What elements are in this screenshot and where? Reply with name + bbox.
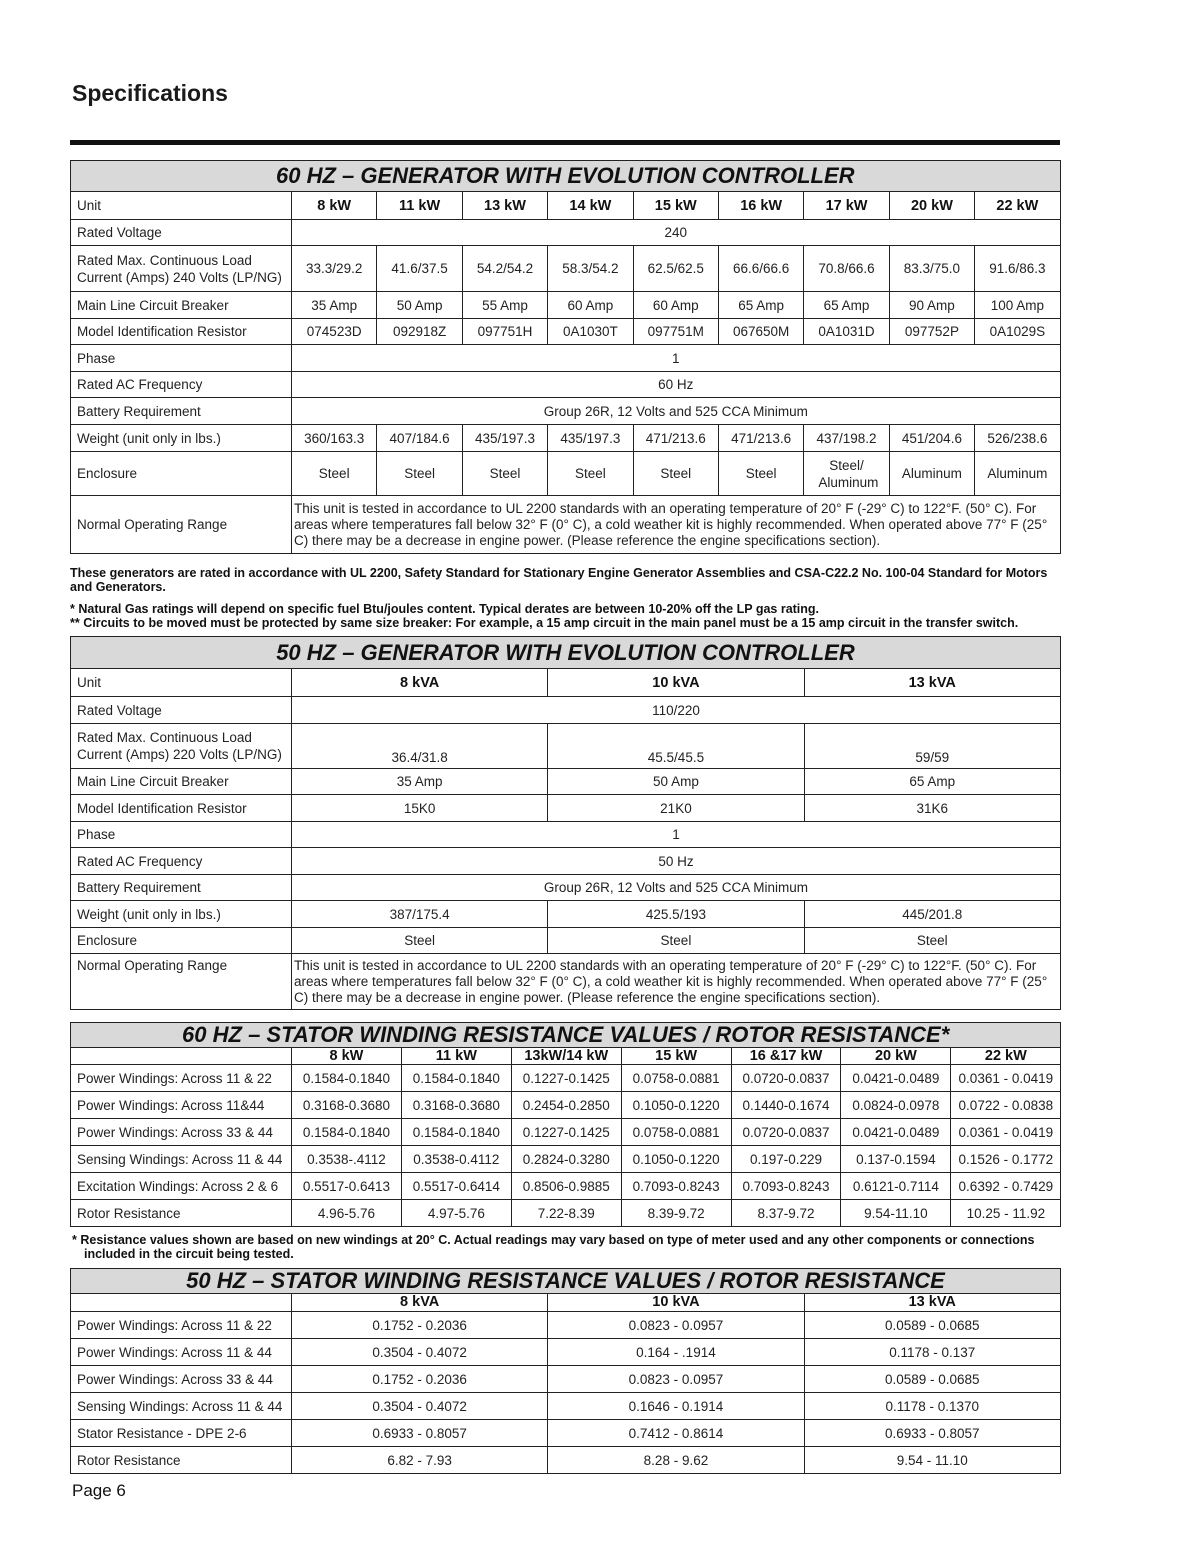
- row-label: [71, 1294, 292, 1312]
- table-cell: 0.0421-0.0489: [841, 1119, 951, 1146]
- table-cell: 0.0720-0.0837: [731, 1065, 841, 1092]
- table-cell: 407/184.6: [377, 425, 462, 452]
- row-label: Unit: [71, 192, 292, 220]
- table-cell: Steel: [377, 452, 462, 496]
- table-cell: Steel: [462, 452, 547, 496]
- table-cell: 90 Amp: [889, 292, 974, 319]
- table-cell: 65 Amp: [718, 292, 803, 319]
- row-label: Power Windings: Across 11 & 22: [71, 1065, 292, 1092]
- table-cell: 092918Z: [377, 319, 462, 345]
- row-label: Model Identification Resistor: [71, 319, 292, 345]
- table-cell: Group 26R, 12 Volts and 525 CCA Minimum: [292, 875, 1061, 901]
- row-label: Rotor Resistance: [71, 1447, 292, 1474]
- table-cell: 15K0: [292, 795, 548, 822]
- table-row-rated-current: [71, 246, 1061, 292]
- unit-header: 13 kW: [462, 192, 547, 220]
- table-cell: Steel: [718, 452, 803, 496]
- row-label: Main Line Circuit Breaker: [71, 769, 292, 795]
- table-cell: 7.22-8.39: [511, 1200, 621, 1227]
- table-row: [71, 1065, 1061, 1092]
- row-label: Main Line Circuit Breaker: [71, 292, 292, 319]
- row-label: Rated Max. Continuous Load Current (Amps) 220 Volts (LP/NG): [71, 724, 292, 769]
- table-row-operating-range: [71, 496, 1061, 554]
- table-cell: 0.6933 - 0.8057: [804, 1420, 1060, 1447]
- table-cell: Steel: [292, 452, 377, 496]
- table-cell: 1: [292, 822, 1061, 848]
- row-label: Sensing Windings: Across 11 & 44: [71, 1393, 292, 1420]
- table-cell: 36.4/31.8: [292, 724, 548, 769]
- table-cell: 0.0824-0.0978: [841, 1092, 951, 1119]
- table-cell: 70.8/66.6: [804, 246, 889, 292]
- table-cell: 0.1440-0.1674: [731, 1092, 841, 1119]
- row-label: Power Windings: Across 11&44: [71, 1092, 292, 1119]
- table-cell: 0.2824-0.3280: [511, 1146, 621, 1173]
- table-cell: 0.1584-0.1840: [401, 1065, 511, 1092]
- table-cell: 45.5/45.5: [548, 724, 804, 769]
- unit-header: 22 kW: [951, 1048, 1061, 1065]
- row-label: Sensing Windings: Across 11 & 44: [71, 1146, 292, 1173]
- table-row: [71, 1173, 1061, 1200]
- table-row-weight: [71, 425, 1061, 452]
- unit-header: 14 kW: [548, 192, 633, 220]
- unit-header: 8 kVA: [292, 669, 548, 697]
- table-cell: Steel: [548, 452, 633, 496]
- table-cell: 0.3168-0.3680: [401, 1092, 511, 1119]
- unit-header: 16 kW: [718, 192, 803, 220]
- unit-header: 13kW/14 kW: [511, 1048, 621, 1065]
- table-cell: 435/197.3: [548, 425, 633, 452]
- table-cell: This unit is tested in accordance to UL 2200 standards with an operating temperature of 20° F (-29° C) to 122°F. (50° C). For areas where temperatures fall below 32° F (0° C), a cold weather kit is highly recommended. When operated above 77° F (25° C) there may be a decrease in engine power. (Please reference the engine specifications section).: [292, 954, 1061, 1010]
- table-cell: 0.1584-0.1840: [292, 1065, 402, 1092]
- table-cell: 0.0361 - 0.0419: [951, 1065, 1061, 1092]
- unit-header: 15 kW: [633, 192, 718, 220]
- row-label: Power Windings: Across 11 & 22: [71, 1312, 292, 1339]
- row-label: Battery Requirement: [71, 875, 292, 901]
- table-cell: 0.5517-0.6413: [292, 1173, 402, 1200]
- unit-header: 15 kW: [621, 1048, 731, 1065]
- table-row-resistor: [71, 319, 1061, 345]
- table-row-rated-voltage: [71, 220, 1061, 246]
- table-cell: 0.1526 - 0.1772: [951, 1146, 1061, 1173]
- table-cell: 0.1584-0.1840: [292, 1119, 402, 1146]
- row-label: [71, 1048, 292, 1065]
- table-cell: 0.5517-0.6414: [401, 1173, 511, 1200]
- table-row-unit: [71, 669, 1061, 697]
- row-label: Power Windings: Across 33 & 44: [71, 1119, 292, 1146]
- unit-header: 17 kW: [804, 192, 889, 220]
- unit-header: 8 kW: [292, 192, 377, 220]
- table-cell: 360/163.3: [292, 425, 377, 452]
- table-cell: 9.54-11.10: [841, 1200, 951, 1227]
- unit-header: 20 kW: [889, 192, 974, 220]
- table-cell: 0.6933 - 0.8057: [292, 1420, 548, 1447]
- table-cell: 425.5/193: [548, 901, 804, 928]
- table-cell: 0.7412 - 0.8614: [548, 1420, 804, 1447]
- table-row-phase: [71, 822, 1061, 848]
- table-cell: 91.6/86.3: [975, 246, 1060, 292]
- table-row: [71, 1312, 1061, 1339]
- table-cell: 0.6392 - 0.7429: [951, 1173, 1061, 1200]
- table-row: [71, 1119, 1061, 1146]
- table-row-breaker: [71, 769, 1061, 795]
- table-cell: 0.3504 - 0.4072: [292, 1393, 548, 1420]
- unit-header: 8 kW: [292, 1048, 402, 1065]
- row-label: Model Identification Resistor: [71, 795, 292, 822]
- row-label: Power Windings: Across 11 & 44: [71, 1339, 292, 1366]
- table-cell: Steel: [804, 928, 1060, 954]
- row-label: Rated AC Frequency: [71, 372, 292, 398]
- table-cell: 0.1752 - 0.2036: [292, 1366, 548, 1393]
- table-cell: 65 Amp: [804, 769, 1060, 795]
- table-cell: 0.3168-0.3680: [292, 1092, 402, 1119]
- table-cell: 0.6121-0.7114: [841, 1173, 951, 1200]
- table-cell: 83.3/75.0: [889, 246, 974, 292]
- row-label: Battery Requirement: [71, 398, 292, 425]
- row-label: Weight (unit only in lbs.): [71, 901, 292, 928]
- table-row: [71, 1366, 1061, 1393]
- table-cell: 471/213.6: [718, 425, 803, 452]
- table-cell: Aluminum: [975, 452, 1060, 496]
- page-number: Page 6: [72, 1481, 126, 1500]
- table-cell: Aluminum: [889, 452, 974, 496]
- table-cell: 0.0722 - 0.0838: [951, 1092, 1061, 1119]
- table-cell: Steel: [633, 452, 718, 496]
- table-row: [71, 1146, 1061, 1173]
- table-row-operating-range: [71, 954, 1061, 1010]
- unit-header: 13 kVA: [804, 1294, 1060, 1312]
- table-cell: 445/201.8: [804, 901, 1060, 928]
- unit-header: 20 kW: [841, 1048, 951, 1065]
- table-cell: 0.7093-0.8243: [621, 1173, 731, 1200]
- table-cell: 0.137-0.1594: [841, 1146, 951, 1173]
- table-cell: This unit is tested in accordance to UL 2200 standards with an operating temperature of 20° F (-29° C) to 122°F. (50° C). For areas where temperatures fall below 32° F (0° C), a cold weather kit is highly recommended. When operated above 77° F (25° C) there may be a decrease in engine power. (Please reference the engine specifications section).: [292, 496, 1061, 554]
- table-row-frequency: [71, 848, 1061, 875]
- table-cell: 0A1029S: [975, 319, 1060, 345]
- table-cell: 54.2/54.2: [462, 246, 547, 292]
- row-label: Stator Resistance - DPE 2-6: [71, 1420, 292, 1447]
- rating-note: These generators are rated in accordance with UL 2200, Safety Standard for Stationary Engine Generator Assemblies and CSA-C22.2 No. 100-04 Standard for Motors and Generators.: [70, 566, 1048, 594]
- row-label: Rotor Resistance: [71, 1200, 292, 1227]
- table-cell: 0.7093-0.8243: [731, 1173, 841, 1200]
- table-cell: 8.28 - 9.62: [548, 1447, 804, 1474]
- table-cell: 0.0589 - 0.0685: [804, 1312, 1060, 1339]
- table-cell: Group 26R, 12 Volts and 525 CCA Minimum: [292, 398, 1061, 425]
- row-label: Enclosure: [71, 452, 292, 496]
- table-cell: 0.1227-0.1425: [511, 1065, 621, 1092]
- table-cell: 240: [292, 220, 1061, 246]
- row-label: Normal Operating Range: [71, 954, 292, 1010]
- unit-header: 8 kVA: [292, 1294, 548, 1312]
- table-cell: 0.3538-.4112: [292, 1146, 402, 1173]
- table-cell: 21K0: [548, 795, 804, 822]
- spec-table-60hz: [70, 160, 1061, 554]
- table-row-frequency: [71, 372, 1061, 398]
- table-cell: 0.1227-0.1425: [511, 1119, 621, 1146]
- table-cell: 59/59: [804, 724, 1060, 769]
- table-cell: 33.3/29.2: [292, 246, 377, 292]
- table-cell: 60 Amp: [633, 292, 718, 319]
- table-cell: 0.0823 - 0.0957: [548, 1366, 804, 1393]
- table-cell: 8.37-9.72: [731, 1200, 841, 1227]
- table-cell: 4.97-5.76: [401, 1200, 511, 1227]
- table-row-phase: [71, 345, 1061, 372]
- spec-table-50hz: [70, 636, 1061, 1010]
- row-label: Enclosure: [71, 928, 292, 954]
- table-row-unit: [71, 1048, 1061, 1065]
- table-cell: 0.197-0.229: [731, 1146, 841, 1173]
- table-cell: 0.164 - .1914: [548, 1339, 804, 1366]
- row-label: Excitation Windings: Across 2 & 6: [71, 1173, 292, 1200]
- table-cell: 35 Amp: [292, 769, 548, 795]
- table-cell: 0.1646 - 0.1914: [548, 1393, 804, 1420]
- unit-header: 22 kW: [975, 192, 1060, 220]
- table-row: [71, 1092, 1061, 1119]
- table-title: 60 HZ – STATOR WINDING RESISTANCE VALUES / ROTOR RESISTANCE*: [71, 1023, 1061, 1048]
- unit-header: 13 kVA: [804, 669, 1060, 697]
- table-cell: 60 Amp: [548, 292, 633, 319]
- table-cell: 66.6/66.6: [718, 246, 803, 292]
- table-cell: 0.8506-0.9885: [511, 1173, 621, 1200]
- table-title: 50 HZ – GENERATOR WITH EVOLUTION CONTROLLER: [71, 637, 1061, 669]
- table-cell: 0.3538-0.4112: [401, 1146, 511, 1173]
- row-label: Normal Operating Range: [71, 496, 292, 554]
- unit-header: 10 kVA: [548, 1294, 804, 1312]
- table-cell: 4.96-5.76: [292, 1200, 402, 1227]
- table-cell: 0A1031D: [804, 319, 889, 345]
- table-cell: 0.1050-0.1220: [621, 1092, 731, 1119]
- table-row-weight: [71, 901, 1061, 928]
- row-label: Phase: [71, 822, 292, 848]
- table-cell: 0.1178 - 0.137: [804, 1339, 1060, 1366]
- table-cell: 097751M: [633, 319, 718, 345]
- natural-gas-note: * Natural Gas ratings will depend on specific fuel Btu/joules content. Typical derates are between 10-20% off the LP gas rating.: [70, 602, 820, 616]
- table-cell: 0.0720-0.0837: [731, 1119, 841, 1146]
- table-cell: 0.2454-0.2850: [511, 1092, 621, 1119]
- table-cell: Steel: [548, 928, 804, 954]
- table-row-battery: [71, 398, 1061, 425]
- table-cell: 55 Amp: [462, 292, 547, 319]
- table-row: [71, 1420, 1061, 1447]
- table-cell: 0.0421-0.0489: [841, 1065, 951, 1092]
- row-label: Rated Voltage: [71, 697, 292, 724]
- table-cell: 0.1050-0.1220: [621, 1146, 731, 1173]
- table-cell: 50 Amp: [548, 769, 804, 795]
- table-cell: 50 Amp: [377, 292, 462, 319]
- table-cell: 50 Hz: [292, 848, 1061, 875]
- row-label: Rated Max. Continuous Load Current (Amps) 240 Volts (LP/NG): [71, 246, 292, 292]
- table-cell: 8.39-9.72: [621, 1200, 731, 1227]
- table-cell: 9.54 - 11.10: [804, 1447, 1060, 1474]
- row-label: Phase: [71, 345, 292, 372]
- circuit-note: ** Circuits to be moved must be protected by same size breaker: For example, a 15 amp circuit in the main panel must be a 15 amp circuit in the transfer switch.: [70, 616, 1019, 630]
- table-cell: 471/213.6: [633, 425, 718, 452]
- table-cell: 097751H: [462, 319, 547, 345]
- table-cell: 0.1584-0.1840: [401, 1119, 511, 1146]
- title-divider: [70, 140, 1060, 145]
- row-label: Rated AC Frequency: [71, 848, 292, 875]
- table-cell: 074523D: [292, 319, 377, 345]
- table-title: 60 HZ – GENERATOR WITH EVOLUTION CONTROLLER: [71, 161, 1061, 192]
- table-row: [71, 1393, 1061, 1420]
- table-cell: 067650M: [718, 319, 803, 345]
- table-cell: 435/197.3: [462, 425, 547, 452]
- table-cell: 0.1178 - 0.1370: [804, 1393, 1060, 1420]
- table-title: 50 HZ – STATOR WINDING RESISTANCE VALUES / ROTOR RESISTANCE: [71, 1269, 1061, 1294]
- table-cell: 097752P: [889, 319, 974, 345]
- table-cell: 0.3504 - 0.4072: [292, 1339, 548, 1366]
- table-cell: 387/175.4: [292, 901, 548, 928]
- table-cell: 0.0361 - 0.0419: [951, 1119, 1061, 1146]
- row-label: Unit: [71, 669, 292, 697]
- table-row-breaker: [71, 292, 1061, 319]
- table-cell: Steel/ Aluminum: [804, 452, 889, 496]
- table-row-enclosure: [71, 928, 1061, 954]
- row-label: Rated Voltage: [71, 220, 292, 246]
- table-cell: 6.82 - 7.93: [292, 1447, 548, 1474]
- table-cell: 62.5/62.5: [633, 246, 718, 292]
- table-row: [71, 1447, 1061, 1474]
- stator-table-50hz: [70, 1268, 1061, 1474]
- table-cell: 100 Amp: [975, 292, 1060, 319]
- table-row-unit: [71, 1294, 1061, 1312]
- table-cell: 60 Hz: [292, 372, 1061, 398]
- table-cell: 41.6/37.5: [377, 246, 462, 292]
- unit-header: 10 kVA: [548, 669, 804, 697]
- table-cell: 437/198.2: [804, 425, 889, 452]
- table-cell: 1: [292, 345, 1061, 372]
- row-label: Weight (unit only in lbs.): [71, 425, 292, 452]
- page-title: Specifications: [72, 80, 228, 106]
- table-cell: 0.0758-0.0881: [621, 1065, 731, 1092]
- table-cell: 526/238.6: [975, 425, 1060, 452]
- table-cell: 0A1030T: [548, 319, 633, 345]
- table-row: [71, 1200, 1061, 1227]
- table-cell: 451/204.6: [889, 425, 974, 452]
- unit-header: 11 kW: [377, 192, 462, 220]
- table-row-unit: [71, 192, 1061, 220]
- table-row-rated-current: [71, 724, 1061, 769]
- table-cell: 65 Amp: [804, 292, 889, 319]
- stator-note: * Resistance values shown are based on new windings at 20° C. Actual readings may vary based on type of meter used and any other components or connections included in the circuit being tested.: [72, 1233, 1035, 1261]
- table-cell: 0.0758-0.0881: [621, 1119, 731, 1146]
- unit-header: 11 kW: [401, 1048, 511, 1065]
- table-cell: Steel: [292, 928, 548, 954]
- table-row-battery: [71, 875, 1061, 901]
- table-cell: 35 Amp: [292, 292, 377, 319]
- unit-header: 16 &17 kW: [731, 1048, 841, 1065]
- table-row-resistor: [71, 795, 1061, 822]
- table-cell: 0.1752 - 0.2036: [292, 1312, 548, 1339]
- table-cell: 31K6: [804, 795, 1060, 822]
- table-row: [71, 1339, 1061, 1366]
- row-label: Power Windings: Across 33 & 44: [71, 1366, 292, 1393]
- table-row-rated-voltage: [71, 697, 1061, 724]
- table-cell: 0.0589 - 0.0685: [804, 1366, 1060, 1393]
- table-cell: 0.0823 - 0.0957: [548, 1312, 804, 1339]
- table-cell: 10.25 - 11.92: [951, 1200, 1061, 1227]
- table-cell: 110/220: [292, 697, 1061, 724]
- table-cell: 58.3/54.2: [548, 246, 633, 292]
- stator-table-60hz: [70, 1022, 1061, 1227]
- table-row-enclosure: [71, 452, 1061, 496]
